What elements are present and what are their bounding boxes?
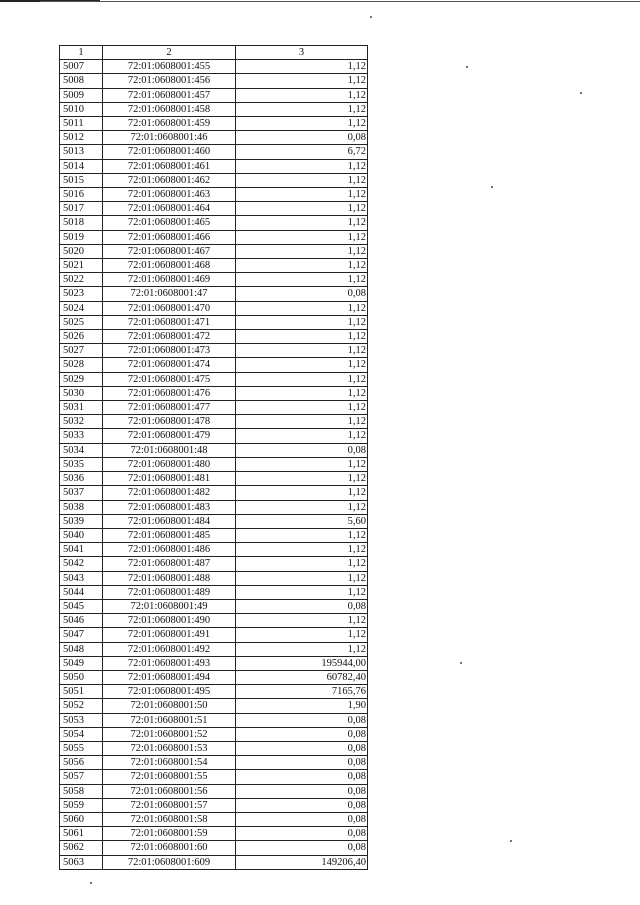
scan-speck <box>580 92 582 94</box>
area-value-cell: 5,60 <box>236 514 368 528</box>
area-value-cell: 1,12 <box>236 528 368 542</box>
column-header-1: 1 <box>60 46 103 60</box>
cadastral-number-cell: 72:01:0608001:490 <box>103 614 236 628</box>
cadastral-number-cell: 72:01:0608001:54 <box>103 756 236 770</box>
table-row <box>60 330 368 344</box>
row-number-cell: 5025 <box>60 315 103 329</box>
table-row <box>60 798 368 812</box>
table-row <box>60 528 368 542</box>
scan-speck <box>466 66 468 68</box>
cadastral-number-cell: 72:01:0608001:475 <box>103 372 236 386</box>
row-number-cell: 5045 <box>60 599 103 613</box>
table-row <box>60 741 368 755</box>
cadastral-number-cell: 72:01:0608001:471 <box>103 315 236 329</box>
table-row <box>60 287 368 301</box>
area-value-cell: 1,12 <box>236 543 368 557</box>
table-row <box>60 472 368 486</box>
cadastral-number-cell: 72:01:0608001:487 <box>103 557 236 571</box>
row-number-cell: 5049 <box>60 656 103 670</box>
area-value-cell: 0,08 <box>236 713 368 727</box>
cadastral-number-cell: 72:01:0608001:52 <box>103 727 236 741</box>
area-value-cell: 0,08 <box>236 827 368 841</box>
cadastral-table <box>59 45 368 870</box>
area-value-cell: 1,12 <box>236 330 368 344</box>
row-number-cell: 5053 <box>60 713 103 727</box>
row-number-cell: 5022 <box>60 273 103 287</box>
area-value-cell: 1,12 <box>236 117 368 131</box>
cadastral-number-cell: 72:01:0608001:484 <box>103 514 236 528</box>
row-number-cell: 5052 <box>60 699 103 713</box>
table-row <box>60 756 368 770</box>
scan-speck <box>510 840 512 842</box>
area-value-cell: 1,12 <box>236 344 368 358</box>
table-row <box>60 727 368 741</box>
table-row <box>60 670 368 684</box>
area-value-cell: 1,12 <box>236 88 368 102</box>
area-value-cell: 1,12 <box>236 614 368 628</box>
area-value-cell: 1,12 <box>236 202 368 216</box>
area-value-cell: 1,12 <box>236 173 368 187</box>
row-number-cell: 5063 <box>60 855 103 869</box>
cadastral-number-cell: 72:01:0608001:468 <box>103 259 236 273</box>
area-value-cell: 1,12 <box>236 159 368 173</box>
row-number-cell: 5033 <box>60 429 103 443</box>
area-value-cell: 0,08 <box>236 812 368 826</box>
area-value-cell: 1,12 <box>236 372 368 386</box>
area-value-cell: 0,08 <box>236 599 368 613</box>
row-number-cell: 5046 <box>60 614 103 628</box>
table-row <box>60 259 368 273</box>
area-value-cell: 1,12 <box>236 415 368 429</box>
area-value-cell: 1,12 <box>236 401 368 415</box>
area-value-cell: 1,12 <box>236 315 368 329</box>
table-row <box>60 514 368 528</box>
cadastral-number-cell: 72:01:0608001:486 <box>103 543 236 557</box>
cadastral-number-cell: 72:01:0608001:492 <box>103 642 236 656</box>
table-row <box>60 74 368 88</box>
cadastral-number-cell: 72:01:0608001:465 <box>103 216 236 230</box>
table-row <box>60 656 368 670</box>
table-row <box>60 401 368 415</box>
row-number-cell: 5043 <box>60 571 103 585</box>
cadastral-number-cell: 72:01:0608001:459 <box>103 117 236 131</box>
row-number-cell: 5008 <box>60 74 103 88</box>
area-value-cell: 1,12 <box>236 301 368 315</box>
row-number-cell: 5051 <box>60 685 103 699</box>
column-header-3: 3 <box>236 46 368 60</box>
area-value-cell: 60782,40 <box>236 670 368 684</box>
cadastral-number-cell: 72:01:0608001:56 <box>103 784 236 798</box>
table-row <box>60 685 368 699</box>
area-value-cell: 1,12 <box>236 244 368 258</box>
cadastral-number-cell: 72:01:0608001:58 <box>103 812 236 826</box>
cadastral-number-cell: 72:01:0608001:479 <box>103 429 236 443</box>
cadastral-number-cell: 72:01:0608001:489 <box>103 585 236 599</box>
area-value-cell: 1,90 <box>236 699 368 713</box>
table-row <box>60 855 368 869</box>
area-value-cell: 1,12 <box>236 259 368 273</box>
area-value-cell: 7165,76 <box>236 685 368 699</box>
area-value-cell: 1,12 <box>236 628 368 642</box>
table-row <box>60 557 368 571</box>
table-row <box>60 372 368 386</box>
area-value-cell: 1,12 <box>236 500 368 514</box>
table-row <box>60 599 368 613</box>
row-number-cell: 5017 <box>60 202 103 216</box>
row-number-cell: 5050 <box>60 670 103 684</box>
area-value-cell: 1,12 <box>236 486 368 500</box>
row-number-cell: 5018 <box>60 216 103 230</box>
area-value-cell: 0,08 <box>236 841 368 855</box>
cadastral-number-cell: 72:01:0608001:467 <box>103 244 236 258</box>
row-number-cell: 5035 <box>60 457 103 471</box>
cadastral-number-cell: 72:01:0608001:480 <box>103 457 236 471</box>
cadastral-number-cell: 72:01:0608001:55 <box>103 770 236 784</box>
table-row <box>60 770 368 784</box>
row-number-cell: 5014 <box>60 159 103 173</box>
row-number-cell: 5037 <box>60 486 103 500</box>
row-number-cell: 5023 <box>60 287 103 301</box>
area-value-cell: 6,72 <box>236 145 368 159</box>
table-header-row <box>60 46 368 60</box>
scan-speck <box>90 882 92 884</box>
cadastral-number-cell: 72:01:0608001:49 <box>103 599 236 613</box>
cadastral-number-cell: 72:01:0608001:462 <box>103 173 236 187</box>
area-value-cell: 0,08 <box>236 443 368 457</box>
table-row <box>60 642 368 656</box>
area-value-cell: 1,12 <box>236 571 368 585</box>
cadastral-number-cell: 72:01:0608001:456 <box>103 74 236 88</box>
area-value-cell: 1,12 <box>236 585 368 599</box>
table-row <box>60 585 368 599</box>
area-value-cell: 1,12 <box>236 60 368 74</box>
scan-speck <box>370 16 372 18</box>
area-value-cell: 0,08 <box>236 798 368 812</box>
table-row <box>60 812 368 826</box>
row-number-cell: 5026 <box>60 330 103 344</box>
cadastral-number-cell: 72:01:0608001:466 <box>103 230 236 244</box>
cadastral-number-cell: 72:01:0608001:47 <box>103 287 236 301</box>
cadastral-number-cell: 72:01:0608001:476 <box>103 386 236 400</box>
cadastral-number-cell: 72:01:0608001:463 <box>103 188 236 202</box>
area-value-cell: 1,12 <box>236 188 368 202</box>
cadastral-number-cell: 72:01:0608001:609 <box>103 855 236 869</box>
area-value-cell: 0,08 <box>236 727 368 741</box>
cadastral-number-cell: 72:01:0608001:485 <box>103 528 236 542</box>
cadastral-number-cell: 72:01:0608001:493 <box>103 656 236 670</box>
cadastral-number-cell: 72:01:0608001:50 <box>103 699 236 713</box>
table-row <box>60 273 368 287</box>
row-number-cell: 5031 <box>60 401 103 415</box>
table-row <box>60 713 368 727</box>
cadastral-number-cell: 72:01:0608001:46 <box>103 131 236 145</box>
row-number-cell: 5038 <box>60 500 103 514</box>
row-number-cell: 5013 <box>60 145 103 159</box>
cadastral-number-cell: 72:01:0608001:474 <box>103 358 236 372</box>
row-number-cell: 5036 <box>60 472 103 486</box>
area-value-cell: 1,12 <box>236 358 368 372</box>
table-row <box>60 145 368 159</box>
scan-speck <box>460 662 462 664</box>
area-value-cell: 0,08 <box>236 770 368 784</box>
table-row <box>60 429 368 443</box>
table-row <box>60 443 368 457</box>
cadastral-number-cell: 72:01:0608001:495 <box>103 685 236 699</box>
row-number-cell: 5057 <box>60 770 103 784</box>
area-value-cell: 1,12 <box>236 429 368 443</box>
row-number-cell: 5034 <box>60 443 103 457</box>
row-number-cell: 5058 <box>60 784 103 798</box>
scan-speck <box>491 186 493 188</box>
table-row <box>60 88 368 102</box>
row-number-cell: 5021 <box>60 259 103 273</box>
row-number-cell: 5030 <box>60 386 103 400</box>
row-number-cell: 5060 <box>60 812 103 826</box>
row-number-cell: 5007 <box>60 60 103 74</box>
row-number-cell: 5011 <box>60 117 103 131</box>
row-number-cell: 5015 <box>60 173 103 187</box>
area-value-cell: 195944,00 <box>236 656 368 670</box>
area-value-cell: 0,08 <box>236 741 368 755</box>
row-number-cell: 5055 <box>60 741 103 755</box>
row-number-cell: 5042 <box>60 557 103 571</box>
row-number-cell: 5039 <box>60 514 103 528</box>
cadastral-number-cell: 72:01:0608001:469 <box>103 273 236 287</box>
cadastral-number-cell: 72:01:0608001:464 <box>103 202 236 216</box>
cadastral-number-cell: 72:01:0608001:57 <box>103 798 236 812</box>
table-row <box>60 571 368 585</box>
table-row <box>60 628 368 642</box>
row-number-cell: 5016 <box>60 188 103 202</box>
table-row <box>60 216 368 230</box>
row-number-cell: 5056 <box>60 756 103 770</box>
row-number-cell: 5028 <box>60 358 103 372</box>
area-value-cell: 1,12 <box>236 102 368 116</box>
table-row <box>60 301 368 315</box>
table-row <box>60 784 368 798</box>
table-row <box>60 457 368 471</box>
scan-edge-line <box>40 1 640 2</box>
row-number-cell: 5044 <box>60 585 103 599</box>
row-number-cell: 5062 <box>60 841 103 855</box>
row-number-cell: 5041 <box>60 543 103 557</box>
table-row <box>60 415 368 429</box>
table-row <box>60 486 368 500</box>
table-row <box>60 159 368 173</box>
row-number-cell: 5059 <box>60 798 103 812</box>
area-value-cell: 1,12 <box>236 642 368 656</box>
row-number-cell: 5024 <box>60 301 103 315</box>
table-row <box>60 202 368 216</box>
area-value-cell: 1,12 <box>236 74 368 88</box>
cadastral-number-cell: 72:01:0608001:481 <box>103 472 236 486</box>
table-row <box>60 386 368 400</box>
row-number-cell: 5061 <box>60 827 103 841</box>
cadastral-number-cell: 72:01:0608001:482 <box>103 486 236 500</box>
area-value-cell: 0,08 <box>236 756 368 770</box>
cadastral-number-cell: 72:01:0608001:488 <box>103 571 236 585</box>
table-row <box>60 614 368 628</box>
row-number-cell: 5048 <box>60 642 103 656</box>
area-value-cell: 149206,40 <box>236 855 368 869</box>
cadastral-number-cell: 72:01:0608001:458 <box>103 102 236 116</box>
table-row <box>60 358 368 372</box>
area-value-cell: 0,08 <box>236 287 368 301</box>
table-row <box>60 244 368 258</box>
area-value-cell: 1,12 <box>236 386 368 400</box>
area-value-cell: 1,12 <box>236 457 368 471</box>
cadastral-number-cell: 72:01:0608001:460 <box>103 145 236 159</box>
cadastral-number-cell: 72:01:0608001:51 <box>103 713 236 727</box>
row-number-cell: 5029 <box>60 372 103 386</box>
cadastral-number-cell: 72:01:0608001:470 <box>103 301 236 315</box>
row-number-cell: 5040 <box>60 528 103 542</box>
row-number-cell: 5020 <box>60 244 103 258</box>
cadastral-number-cell: 72:01:0608001:53 <box>103 741 236 755</box>
table-row <box>60 699 368 713</box>
area-value-cell: 1,12 <box>236 216 368 230</box>
row-number-cell: 5010 <box>60 102 103 116</box>
area-value-cell: 1,12 <box>236 557 368 571</box>
table-row <box>60 543 368 557</box>
cadastral-number-cell: 72:01:0608001:60 <box>103 841 236 855</box>
table-row <box>60 173 368 187</box>
cadastral-number-cell: 72:01:0608001:491 <box>103 628 236 642</box>
column-header-2: 2 <box>103 46 236 60</box>
table-row <box>60 188 368 202</box>
table-row <box>60 841 368 855</box>
table-row <box>60 827 368 841</box>
table-row <box>60 230 368 244</box>
table-row <box>60 60 368 74</box>
cadastral-number-cell: 72:01:0608001:477 <box>103 401 236 415</box>
row-number-cell: 5047 <box>60 628 103 642</box>
row-number-cell: 5012 <box>60 131 103 145</box>
cadastral-number-cell: 72:01:0608001:483 <box>103 500 236 514</box>
area-value-cell: 0,08 <box>236 784 368 798</box>
area-value-cell: 0,08 <box>236 131 368 145</box>
area-value-cell: 1,12 <box>236 472 368 486</box>
cadastral-number-cell: 72:01:0608001:455 <box>103 60 236 74</box>
cadastral-number-cell: 72:01:0608001:59 <box>103 827 236 841</box>
cadastral-number-cell: 72:01:0608001:478 <box>103 415 236 429</box>
table-row <box>60 344 368 358</box>
cadastral-number-cell: 72:01:0608001:472 <box>103 330 236 344</box>
table-row <box>60 500 368 514</box>
cadastral-number-cell: 72:01:0608001:457 <box>103 88 236 102</box>
cadastral-number-cell: 72:01:0608001:473 <box>103 344 236 358</box>
table-row <box>60 117 368 131</box>
row-number-cell: 5032 <box>60 415 103 429</box>
table-row <box>60 131 368 145</box>
area-value-cell: 1,12 <box>236 273 368 287</box>
row-number-cell: 5027 <box>60 344 103 358</box>
area-value-cell: 1,12 <box>236 230 368 244</box>
cadastral-number-cell: 72:01:0608001:461 <box>103 159 236 173</box>
table-row <box>60 315 368 329</box>
row-number-cell: 5054 <box>60 727 103 741</box>
cadastral-number-cell: 72:01:0608001:494 <box>103 670 236 684</box>
row-number-cell: 5019 <box>60 230 103 244</box>
table-row <box>60 102 368 116</box>
row-number-cell: 5009 <box>60 88 103 102</box>
cadastral-number-cell: 72:01:0608001:48 <box>103 443 236 457</box>
